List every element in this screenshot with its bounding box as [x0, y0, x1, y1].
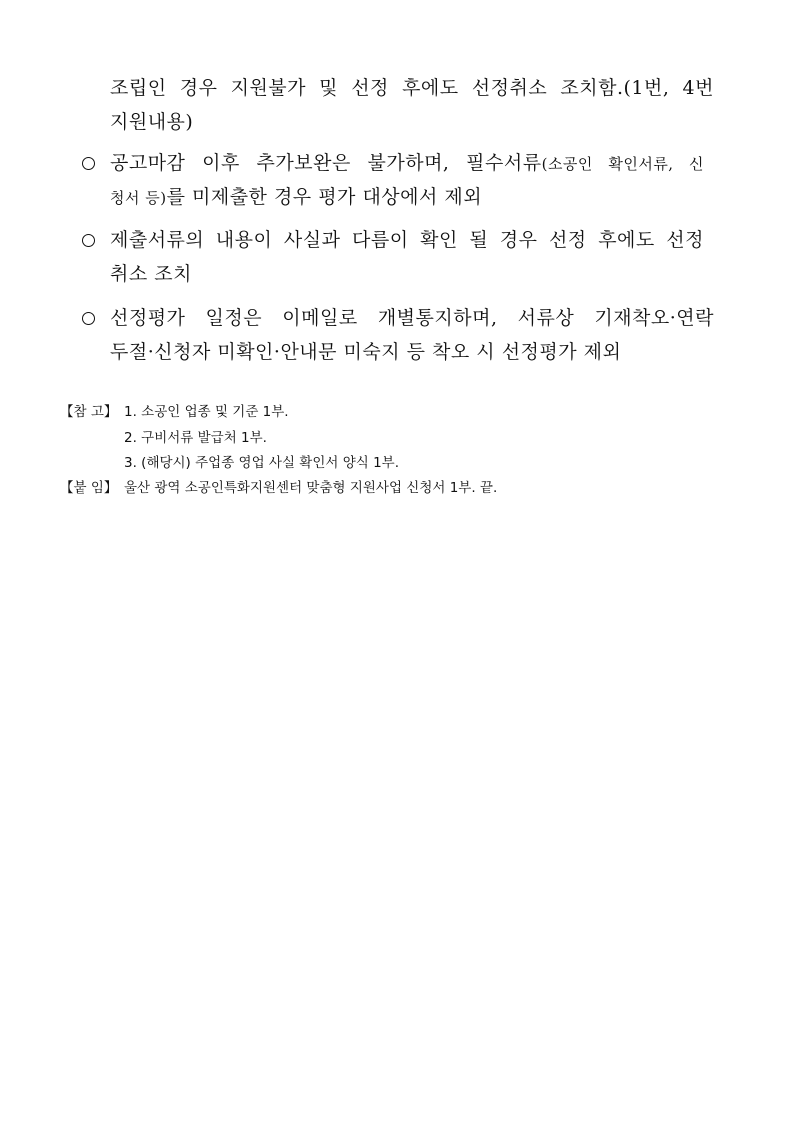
item1-line1 [110, 151, 704, 176]
reference-item: 3. (해당시) 주업종 영업 사실 확인서 양식 1부. [124, 455, 399, 471]
attachment-label: 【붙 임】 [60, 480, 118, 496]
item1-line2-main: 를 미제출한 경우 평가 대상에서 제외 [166, 186, 483, 208]
item1-line1-main: 공고마감 이후 추가보완은 불가하며, 필수서류 [110, 152, 542, 174]
item1-line2-small: 청서 등) [110, 189, 167, 207]
reference-item: 2. 구비서류 발급처 1부. [124, 430, 267, 446]
bullet-circle-icon [82, 157, 95, 170]
bullet-circle-icon [82, 312, 95, 325]
item2-line1: 제출서류의 내용이 사실과 다름이 확인 될 경우 선정 후에도 선정 [110, 229, 704, 251]
reference-item: 1. 소공인 업종 및 기준 1부. [124, 404, 289, 420]
item3-line1: 선정평가 일정은 이메일로 개별통지하며, 서류상 기재착오·연락 [110, 307, 714, 329]
item0-line1: 조립인 경우 지원불가 및 선정 후에도 선정취소 조치함.(1번, 4번 [110, 77, 714, 99]
item1-line2 [110, 185, 482, 210]
item3-line2: 두절·신청자 미확인·안내문 미숙지 등 착오 시 선정평가 제외 [110, 341, 622, 363]
item0-line2: 지원내용) [110, 111, 194, 133]
bullet-circle-icon [82, 234, 95, 247]
references-label: 【참 고】 [60, 404, 118, 420]
item1-line1-small: (소공인 확인서류, 신 [541, 155, 704, 173]
attachment-text: 울산 광역 소공인특화지원센터 맞춤형 지원사업 신청서 1부. 끝. [124, 480, 498, 496]
item2-line2: 취소 조치 [110, 263, 192, 285]
